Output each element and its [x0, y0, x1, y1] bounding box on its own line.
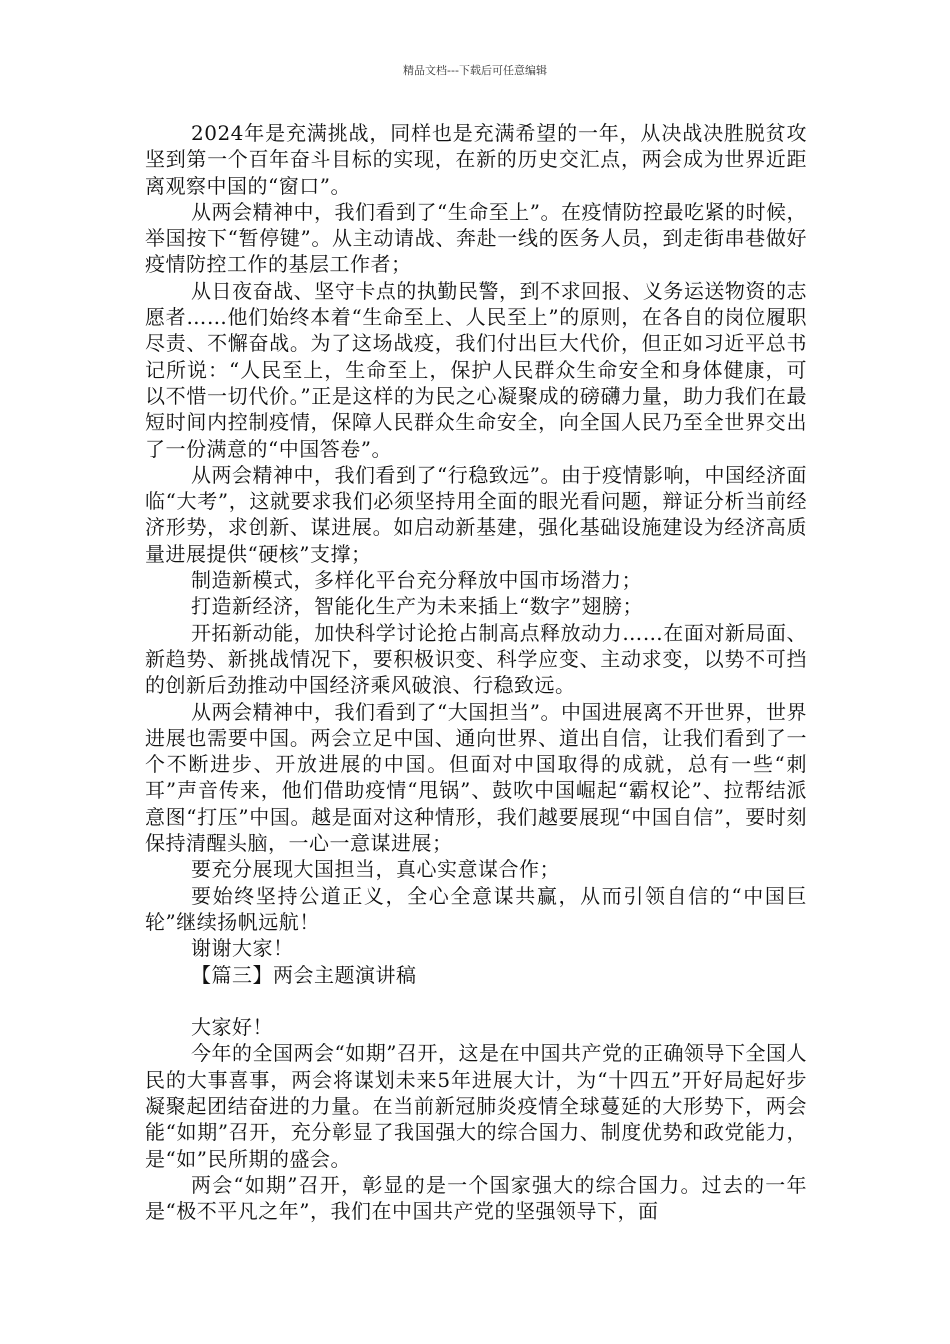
document-body: [145, 120, 807, 1224]
paragraph: 制造新模式，多样化平台充分释放中国市场潜力；: [191, 568, 642, 593]
paragraph: 要始终坚持公道正义，全心全意谋共赢，从而引领自信的“中国巨轮”继续扬帆远航！: [145, 883, 807, 934]
paragraph: 从两会精神中，我们看到了“行稳致远”。由于疫情影响，中国经济面临“大考”，这就要求我们必须坚持用全面的眼光看问题，辩证分析当前经济形势，求创新、谋进展。如启动新基建，强化基础设施建设为经济高质量进展提供“硬核”支撑；: [145, 462, 807, 566]
paragraph: 开拓新动能，加快科学讨论抢占制高点释放动力……在面对新局面、新趋势、新挑战情况下，要积极识变、科学应变、主动求变，以势不可挡的创新后劲推动中国经济乘风破浪、行稳致远。: [145, 620, 807, 698]
paragraph: 从日夜奋战、坚守卡点的执勤民警，到不求回报、义务运送物资的志愿者……他们始终本着“生命至上、人民至上”的原则，在各自的岗位履职尽责、不懈奋战。为了这场战疫，我们付出巨大代价，但正如习近平总书记所说：“人民至上，生命至上，保护人民群众生命安全和身体健康，可以不惜一切代价。”正是这样的为民之心凝聚成的磅礴力量，助力我们在最短时间内控制疫情，保障人民群众生命安全，向全国人民乃至全世界交出了一份满意的“中国答卷”。: [145, 278, 807, 461]
page-header: 精品文档---下载后可任意编辑: [403, 64, 547, 77]
paragraph: 从两会精神中，我们看到了“生命至上”。在疫情防控最吃紧的时候，举国按下“暂停键”。从主动请战、奔赴一线的医务人员，到走街串巷做好疫情防控工作的基层工作者；: [145, 199, 807, 277]
paragraph: 两会“如期”召开，彰显的是一个国家强大的综合国力。过去的一年是“极不平凡之年”，我们在中国共产党的坚强领导下，面: [145, 1172, 807, 1224]
paragraph: 谢谢大家！: [191, 936, 294, 961]
paragraph: 打造新经济，智能化生产为未来插上“数字”翅膀；: [191, 594, 643, 619]
blank-line: [145, 988, 807, 1014]
paragraph: 从两会精神中，我们看到了“大国担当”。中国进展离不开世界，世界进展也需要中国。两会立足中国、通向世界、道出自信，让我们看到了一个不断进步、开放进展的中国。但面对中国取得的成就，总有一些“刺耳”声音传来，他们借助疫情“甩锅”、鼓吹中国崛起“霸权论”、拉帮结派意图“打压”中国。越是面对这种情形，我们越要展现“中国自信”，要时刻保持清醒头脑，一心一意谋进展；: [145, 699, 807, 856]
paragraph: 今年的全国两会“如期”召开，这是在中国共产党的正确领导下全国人民的大事喜事，两会将谋划未来5年进展大计，为“十四五”开好局起好步凝聚起团结奋进的力量。在当前新冠肺炎疫情全球蔓延的大形势下，两会能“如期”召开，充分彰显了我国强大的综合国力、制度优势和政党能力，是“如”民所期的盛会。: [145, 1041, 807, 1171]
greeting: 大家好！: [191, 1015, 273, 1040]
paragraph: 2024年是充满挑战，同样也是充满希望的一年，从决战决胜脱贫攻坚到第一个百年奋斗目标的实现，在新的历史交汇点，两会成为世界近距离观察中国的“窗口”。: [145, 121, 807, 198]
section-heading: 【篇三】两会主题演讲稿: [191, 962, 417, 987]
paragraph: 要充分展现大国担当，真心实意谋合作；: [191, 857, 560, 882]
